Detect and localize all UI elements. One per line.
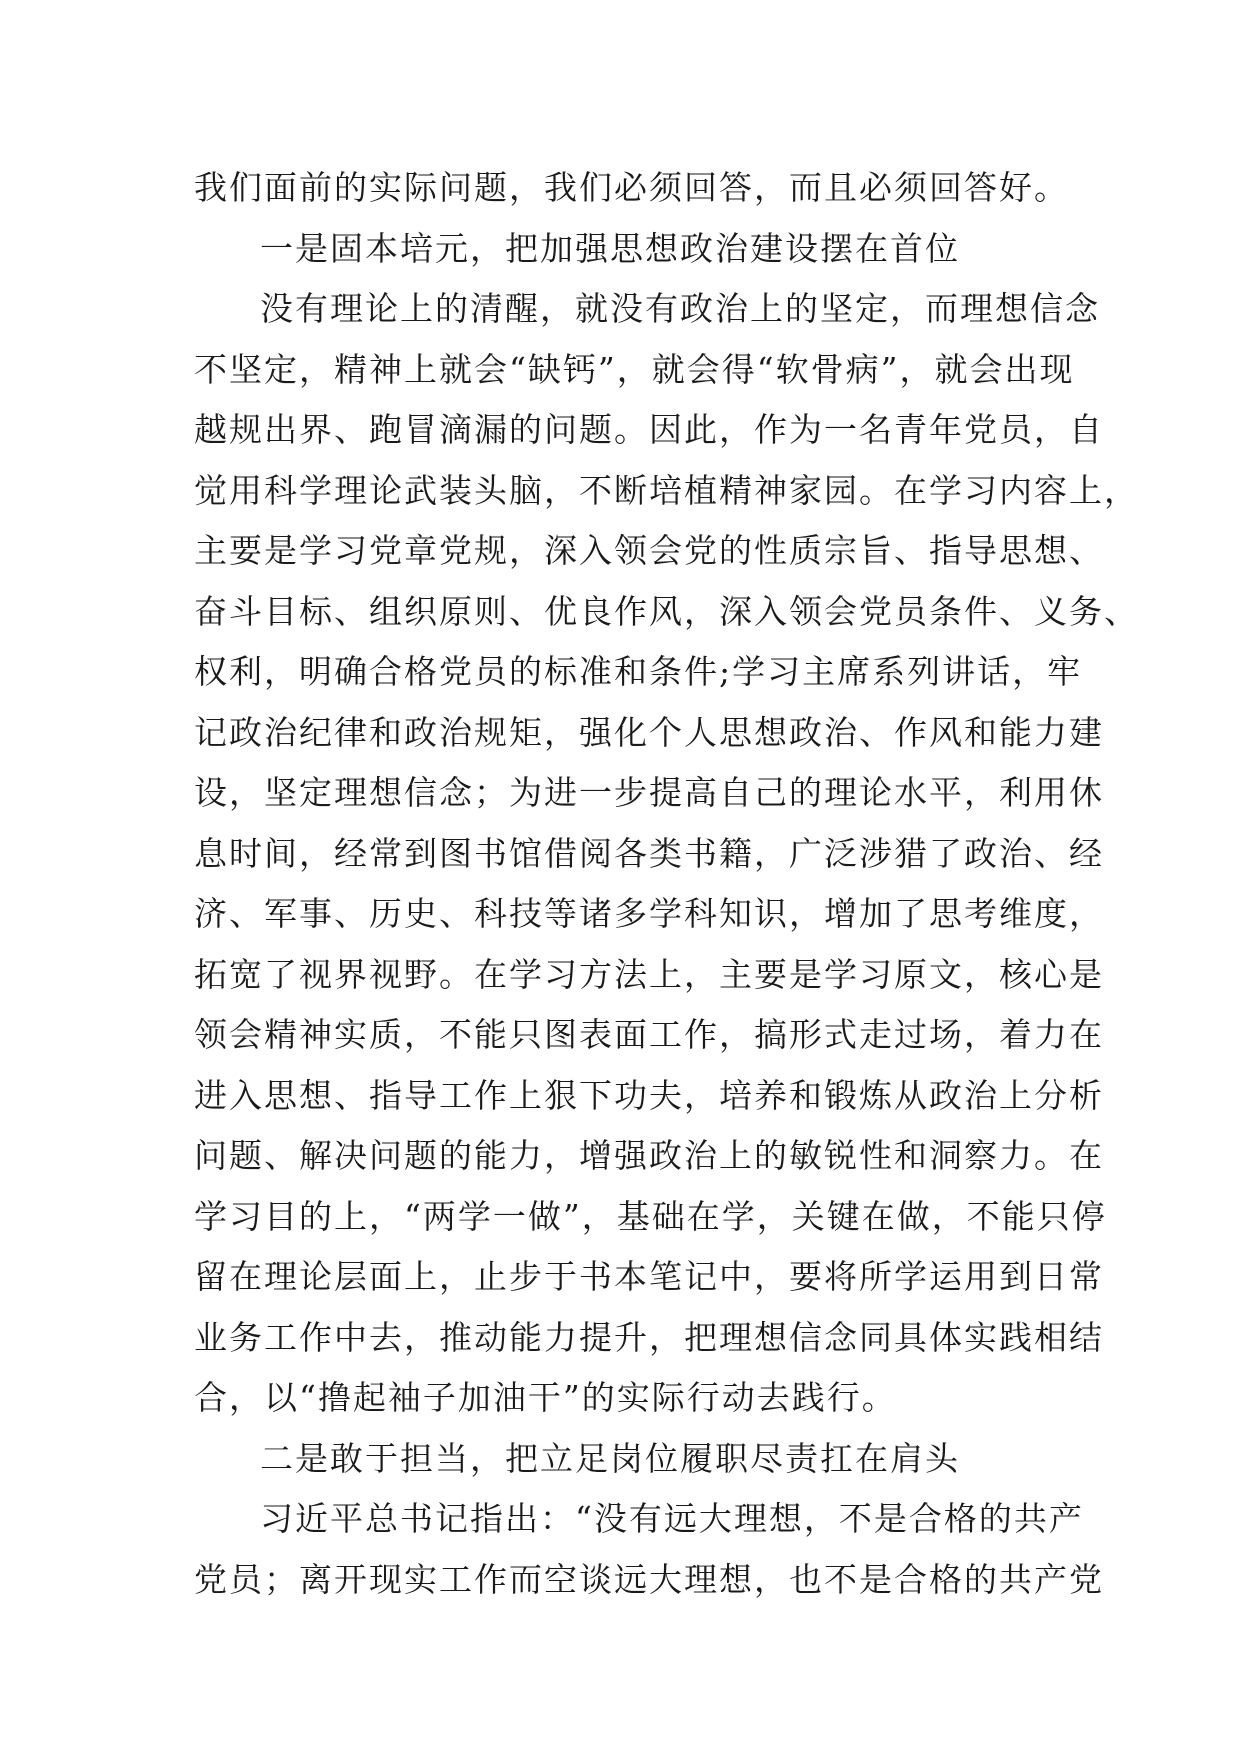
text-line: 习近平总书记指出：“没有远大理想，不是合格的共产 — [260, 1499, 1084, 1538]
text-line: 息时间，经常到图书馆借阅各类书籍，广泛涉猎了政治、经 — [194, 833, 1104, 873]
text-line: 记政治纪律和政治规矩，强化个人思想政治、作风和能力建 — [194, 712, 1104, 752]
section-heading-2: 二是敢于担当，把立足岗位履职尽责扛在肩头 — [260, 1438, 960, 1478]
text-line: 没有理论上的清醒，就没有政治上的坚定，而理想信念 — [260, 289, 1100, 328]
text-line: 我们面前的实际问题，我们必须回答，而且必须回答好。 — [194, 168, 1069, 207]
text-line: 留在理论层面上，止步于书本笔记中，要将所学运用到日常 — [194, 1257, 1104, 1296]
text-line: 进入思想、指导工作上狠下功夫，培养和锻炼从政治上分析 — [194, 1075, 1104, 1115]
text-line: 觉用科学理论武装头脑，不断培植精神家园。在学习内容上， — [194, 470, 1139, 510]
text-line: 问题、解决问题的能力，增强政治上的敏锐性和洞察力。在 — [194, 1136, 1104, 1175]
text-line: 设，坚定理想信念；为进一步提高自己的理论水平，利用休 — [194, 773, 1104, 812]
text-line: 拓宽了视界视野。在学习方法上，主要是学习原文，核心是 — [194, 954, 1104, 994]
text-line: 合，以“撸起袖子加油干”的实际行动去践行。 — [194, 1378, 897, 1417]
text-line: 权利，明确合格党员的标准和条件;学习主席系列讲话，牢 — [194, 652, 1083, 691]
text-line: 主要是学习党章党规，深入领会党的性质宗旨、指导思想、 — [194, 531, 1104, 570]
body-text — [194, 158, 1139, 1610]
text-line: 越规出界、跑冒滴漏的问题。因此，作为一名青年党员，自 — [194, 410, 1104, 449]
text-line: 学习目的上，“两学一做”，基础在学，关键在做，不能只停 — [194, 1196, 1107, 1236]
text-line: 济、军事、历史、科技等诸多学科知识，增加了思考维度， — [194, 894, 1104, 933]
text-line: 领会精神实质，不能只图表面工作，搞形式走过场，着力在 — [194, 1015, 1104, 1054]
text-line: 业务工作中去，推动能力提升，把理想信念同具体实践相结 — [194, 1317, 1104, 1357]
text-line: 奋斗目标、组织原则、优良作风，深入领会党员条件、义务、 — [194, 591, 1139, 631]
text-line: 不坚定，精神上就会“缺钙”，就会得“软骨病”，就会出现 — [194, 349, 1075, 389]
text-line: 党员；离开现实工作而空谈远大理想，也不是合格的共产党 — [194, 1559, 1104, 1599]
section-heading-1: 一是固本培元，把加强思想政治建设摆在首位 — [260, 228, 960, 268]
